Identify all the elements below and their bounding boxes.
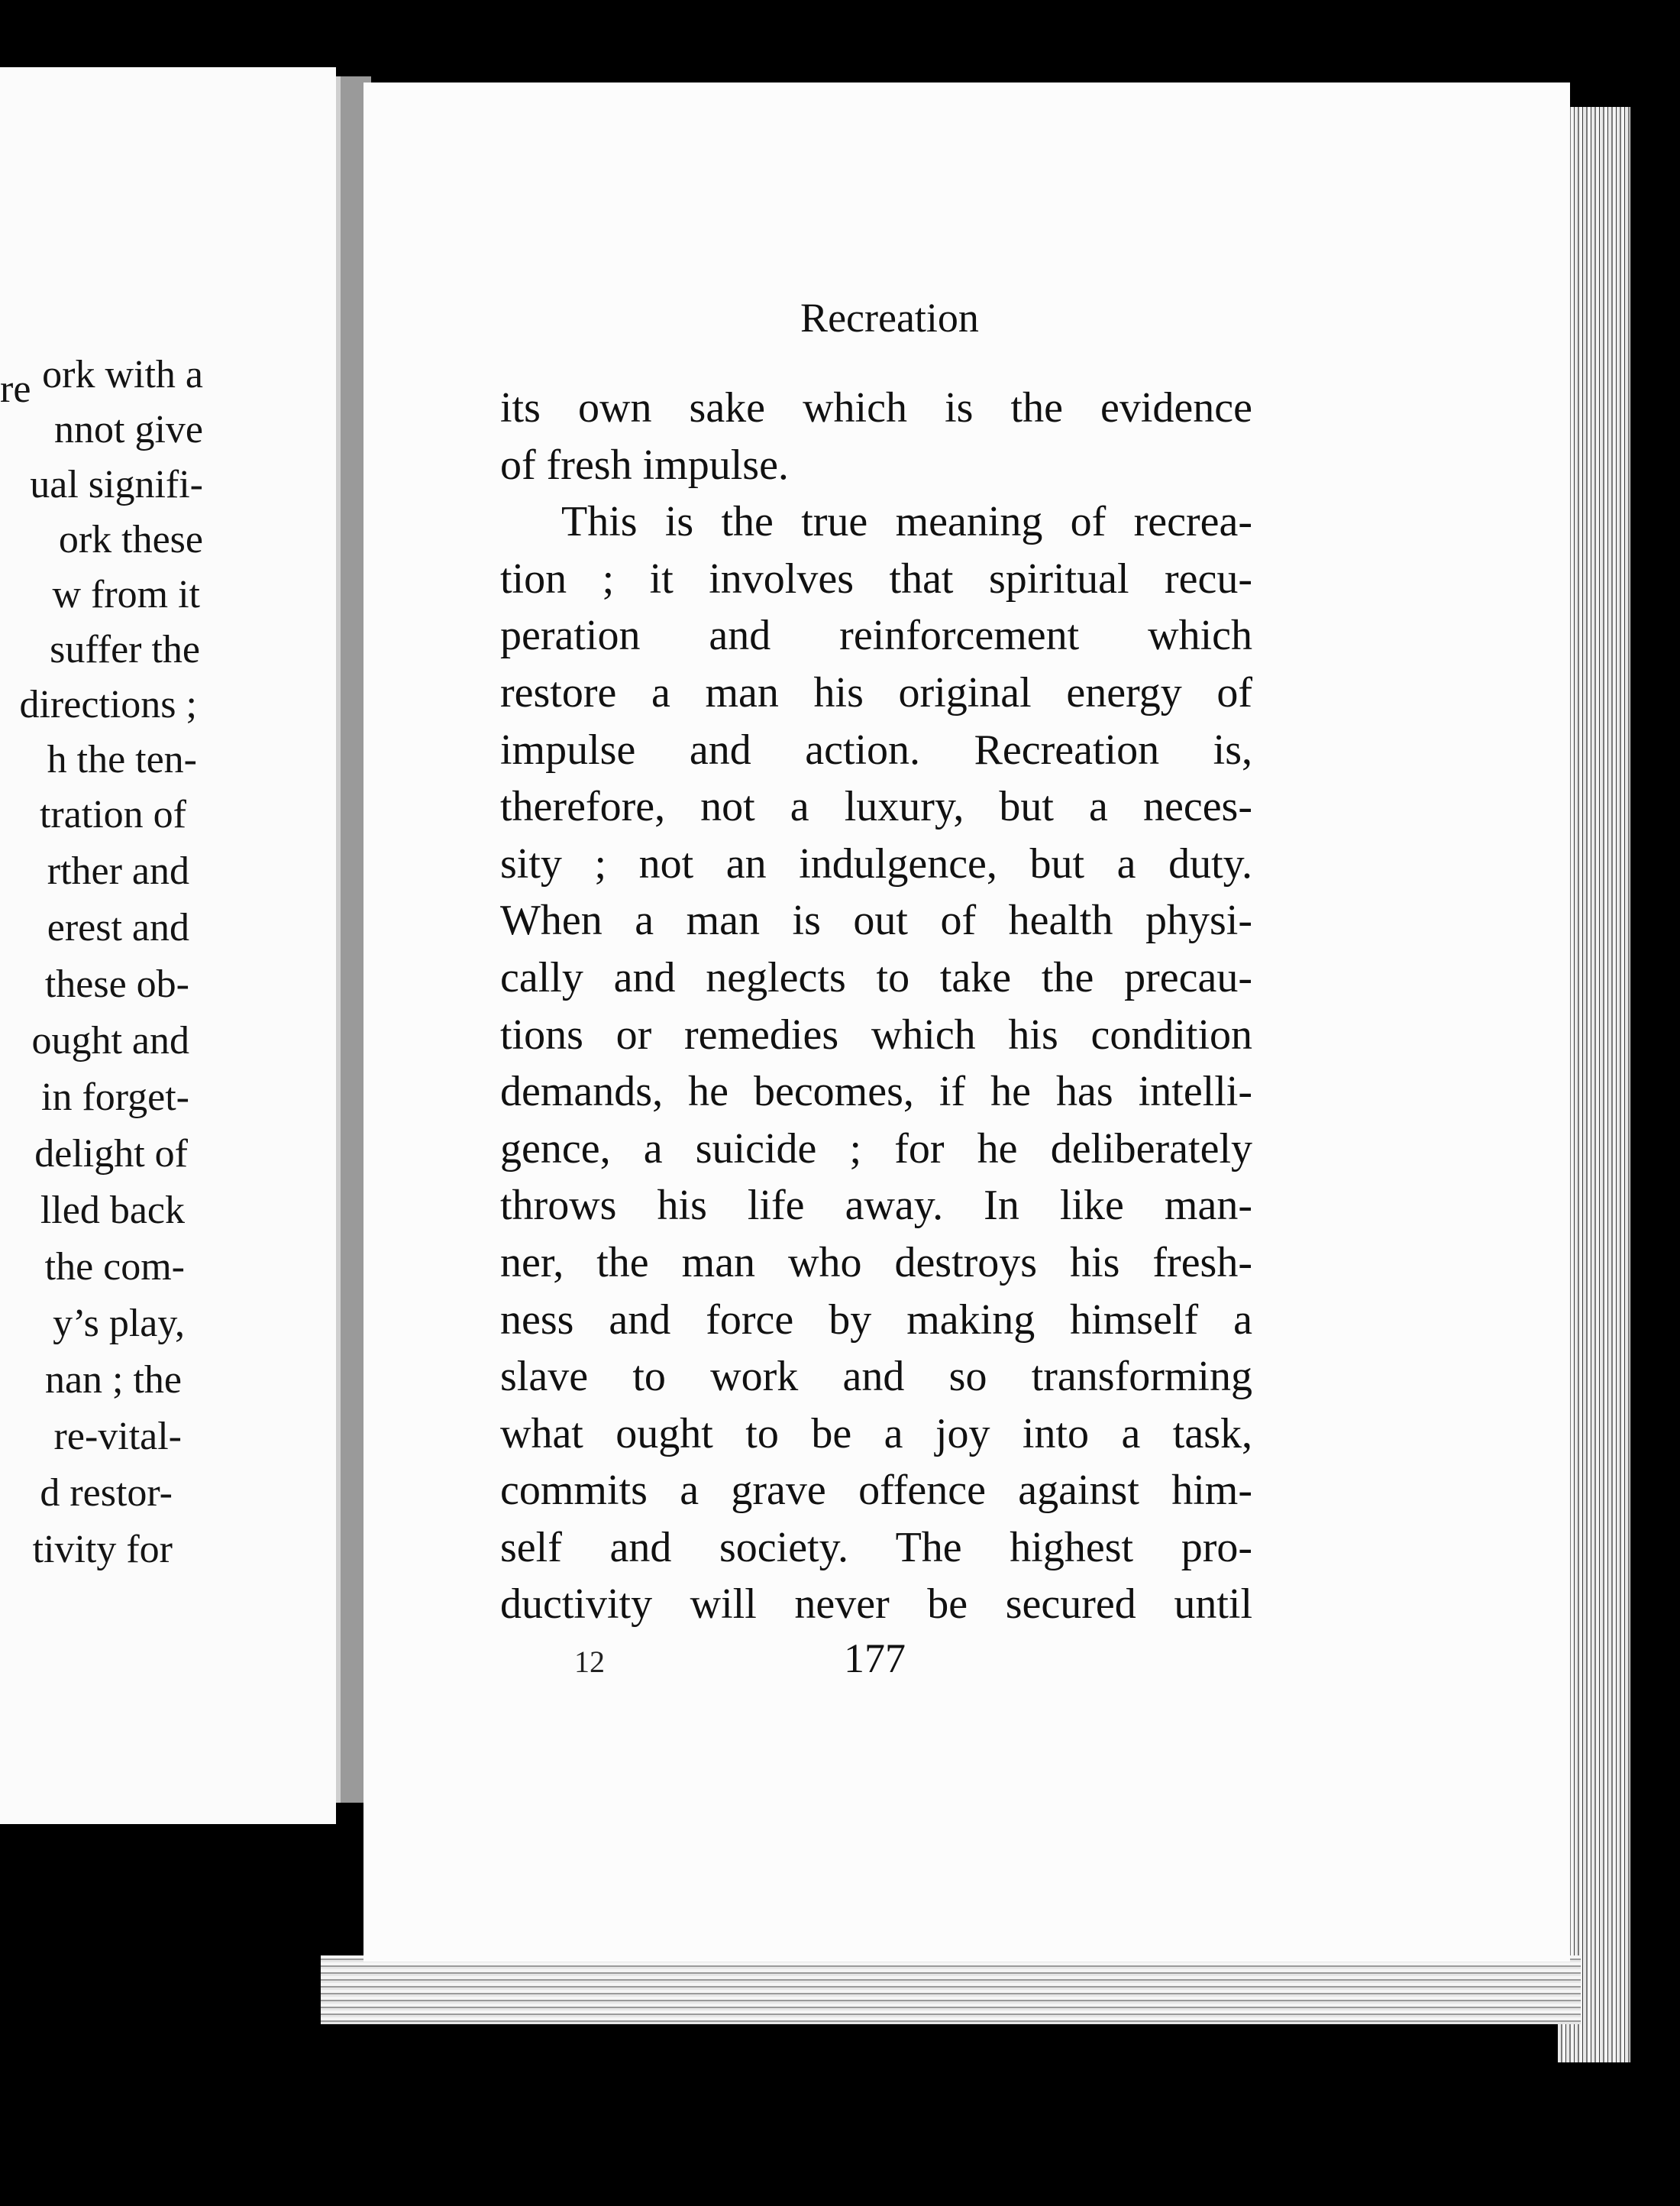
left-line: ual signifi- bbox=[30, 463, 203, 506]
text-line: cally and neglects to take the precau- bbox=[500, 953, 1252, 1001]
text-line: impulse and action. Recreation is, bbox=[500, 726, 1252, 774]
left-line: nnot give bbox=[54, 408, 203, 451]
text-line: tions or remedies which his condition bbox=[500, 1011, 1252, 1059]
text-line: peration and reinforcement which bbox=[500, 612, 1252, 660]
text-line: tion ; it involves that spiritual recu- bbox=[500, 555, 1252, 603]
page-number: 177 bbox=[844, 1635, 906, 1681]
text-line: of fresh impulse. bbox=[500, 441, 789, 489]
text-line: This is the true meaning of recrea- bbox=[561, 498, 1252, 546]
text-line: ductivity will never be secured until bbox=[500, 1580, 1252, 1629]
left-line: rther and bbox=[47, 849, 189, 893]
text-line: ner, the man who destroys his fresh- bbox=[500, 1238, 1252, 1286]
left-line: ought and bbox=[31, 1019, 189, 1063]
left-line: lled back bbox=[40, 1189, 185, 1232]
page-bottom-edge bbox=[321, 1955, 1581, 2024]
left-line: ork these bbox=[58, 518, 203, 561]
signature-mark: 12 bbox=[574, 1645, 605, 1679]
left-line: ork with a bbox=[42, 353, 203, 396]
text-line: therefore, not a luxury, but a neces- bbox=[500, 783, 1252, 831]
left-running-head-fragment: re bbox=[0, 367, 31, 411]
text-line: When a man is out of health physi- bbox=[500, 897, 1252, 945]
left-line: nan ; the bbox=[44, 1358, 182, 1402]
left-line: directions ; bbox=[19, 683, 197, 726]
left-line: y’s play, bbox=[53, 1302, 185, 1345]
text-line: commits a grave offence against him- bbox=[500, 1467, 1252, 1515]
text-line: throws his life away. In like man- bbox=[500, 1182, 1252, 1230]
text-line: ness and force by making himself a bbox=[500, 1295, 1252, 1344]
text-line: its own sake which is the evidence bbox=[500, 384, 1252, 432]
text-line: sity ; not an indulgence, but a duty. bbox=[500, 839, 1252, 888]
left-line: the com- bbox=[44, 1245, 185, 1289]
text-line: restore a man his original energy of bbox=[500, 668, 1252, 716]
text-line: what ought to be a joy into a task, bbox=[500, 1409, 1252, 1457]
right-page-text bbox=[500, 380, 1252, 1633]
text-line: self and society. The highest pro- bbox=[500, 1523, 1252, 1571]
text-line: gence, a suicide ; for he deliberately bbox=[500, 1124, 1252, 1173]
left-line: h the ten- bbox=[47, 738, 197, 781]
left-line: tivity for bbox=[32, 1528, 173, 1571]
text-line: slave to work and so transforming bbox=[500, 1353, 1252, 1401]
left-line: w from it bbox=[52, 573, 200, 616]
left-line: re-vital- bbox=[53, 1415, 182, 1458]
left-line: erest and bbox=[47, 906, 189, 949]
left-line: d restor- bbox=[40, 1471, 173, 1515]
left-line: in forget- bbox=[41, 1076, 189, 1119]
text-line: demands, he becomes, if he has intelli- bbox=[500, 1068, 1252, 1116]
left-line: these ob- bbox=[44, 962, 189, 1006]
running-head: Recreation bbox=[800, 295, 979, 341]
left-line: delight of bbox=[34, 1132, 188, 1176]
left-line: suffer the bbox=[50, 628, 200, 671]
left-line: tration of bbox=[39, 793, 186, 836]
